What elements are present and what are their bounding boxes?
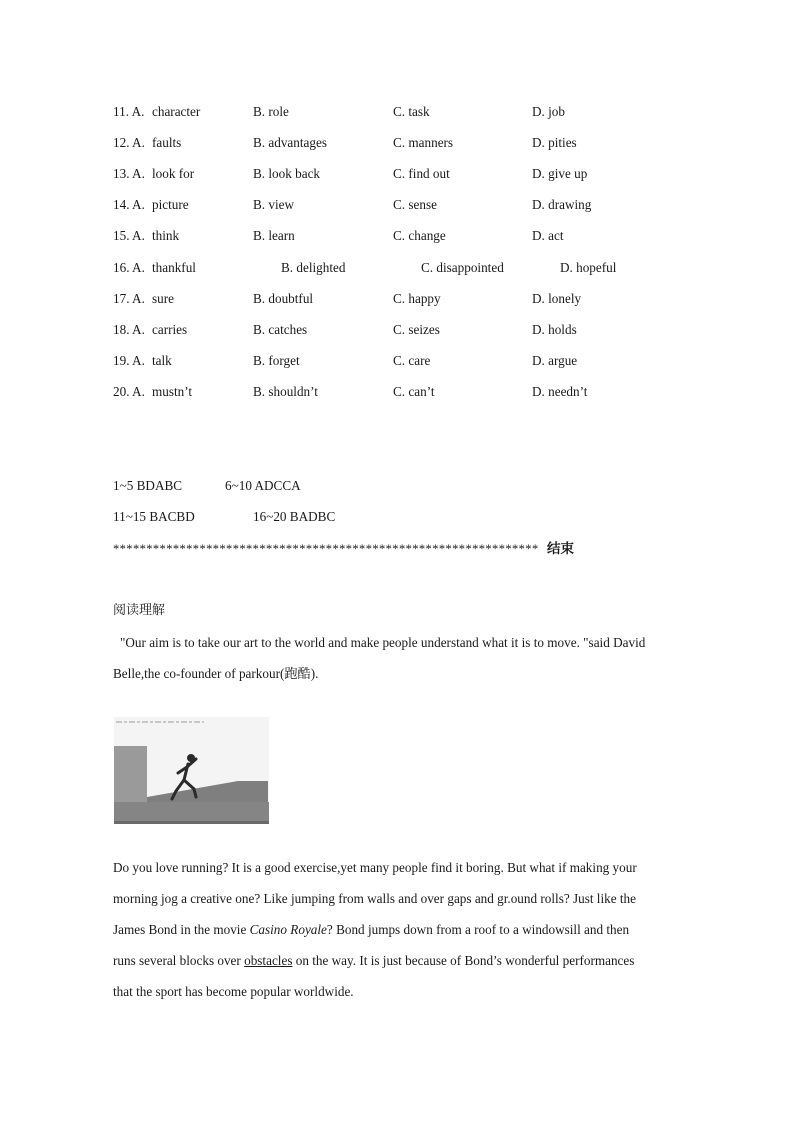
- question-number: 16. A.: [113, 260, 145, 275]
- paragraph-line: [113, 914, 683, 945]
- option-a: picture: [152, 197, 189, 212]
- answer-group: 11~15 BACBD: [113, 509, 195, 524]
- option-a: carries: [152, 322, 188, 337]
- parkour-runner-photo: [114, 717, 269, 824]
- option-c: C. disappointed: [421, 260, 504, 275]
- option-d: D. hopeful: [560, 260, 617, 275]
- option-a: talk: [152, 353, 172, 368]
- text-fragment: on the way. It is just because of Bond’s wonderful performances: [292, 953, 635, 968]
- option-d: D. give up: [532, 166, 588, 181]
- option-b: B. doubtful: [253, 291, 314, 306]
- movie-title: Casino Royale: [249, 922, 327, 937]
- option-b: B. advantages: [253, 135, 327, 150]
- question-number: 18. A.: [113, 322, 145, 337]
- option-c: C. manners: [393, 135, 454, 150]
- option-d: D. act: [532, 228, 564, 243]
- paragraph-line: that the sport has become popular worldwide.: [113, 984, 354, 999]
- option-c: C. seizes: [393, 322, 440, 337]
- option-a: think: [152, 228, 180, 243]
- paragraph-line: [113, 945, 683, 976]
- option-d: D. pities: [532, 135, 577, 150]
- option-c: C. sense: [393, 197, 437, 212]
- text-fragment: ? Bond jumps down from a roof to a windowsill and then: [326, 922, 630, 937]
- option-b: B. role: [253, 104, 289, 119]
- quote-line: [113, 627, 683, 658]
- option-d: D. holds: [532, 322, 577, 337]
- option-a: thankful: [152, 260, 196, 275]
- text-fragment: James Bond in the movie: [113, 922, 250, 937]
- quote-text: "Our aim is to take our art to the world and make people understand what it is to move. "said David: [120, 635, 646, 650]
- answer-group: 6~10 ADCCA: [225, 478, 301, 493]
- option-d: D. job: [532, 104, 565, 119]
- answer-group: 1~5 BDABC: [113, 478, 183, 493]
- option-c: C. can’t: [393, 384, 435, 399]
- option-b: B. view: [253, 197, 295, 212]
- option-a: look for: [152, 166, 195, 181]
- question-number: 20. A.: [113, 384, 145, 399]
- option-a: mustn’t: [152, 384, 193, 399]
- option-b: B. shouldn’t: [253, 384, 318, 399]
- option-c: C. find out: [393, 166, 450, 181]
- option-c: C. task: [393, 104, 430, 119]
- star-divider: ****************************************************************: [113, 542, 539, 556]
- section-heading: 阅读理解: [113, 603, 166, 618]
- quote-line: Belle,the co-founder of parkour(跑酷).: [113, 666, 319, 681]
- question-number: 11. A.: [113, 104, 145, 119]
- option-d: D. drawing: [532, 197, 592, 212]
- option-a: character: [152, 104, 201, 119]
- question-number: 13. A.: [113, 166, 145, 181]
- question-number: 17. A.: [113, 291, 145, 306]
- option-b: B. catches: [253, 322, 308, 337]
- option-b: B. learn: [253, 228, 295, 243]
- option-b: B. forget: [253, 353, 300, 368]
- answer-group: 16~20 BADBC: [253, 509, 336, 524]
- option-d: D. argue: [532, 353, 578, 368]
- paragraph-line: Do you love running? It is a good exercise,yet many people find it boring. But what if making your: [113, 860, 637, 875]
- end-label: 结束: [547, 541, 574, 557]
- option-a: faults: [152, 135, 182, 150]
- option-c: C. change: [393, 228, 446, 243]
- option-c: C. care: [393, 353, 431, 368]
- option-b: B. look back: [253, 166, 321, 181]
- question-number: 14. A.: [113, 197, 145, 212]
- body-paragraph: [113, 852, 683, 1007]
- option-d: D. needn’t: [532, 384, 588, 399]
- option-c: C. happy: [393, 291, 441, 306]
- question-number: 15. A.: [113, 228, 145, 243]
- quote-paragraph: [113, 627, 683, 689]
- question-number: 12. A.: [113, 135, 145, 150]
- question-number: 19. A.: [113, 353, 145, 368]
- underlined-word: obstacles: [244, 953, 293, 968]
- option-b: B. delighted: [281, 260, 346, 275]
- paragraph-line: morning jog a creative one? Like jumping from walls and over gaps and gr.ound rolls? Just like the: [113, 891, 636, 906]
- option-d: D. lonely: [532, 291, 582, 306]
- text-fragment: runs several blocks over: [113, 953, 245, 968]
- option-a: sure: [152, 291, 174, 306]
